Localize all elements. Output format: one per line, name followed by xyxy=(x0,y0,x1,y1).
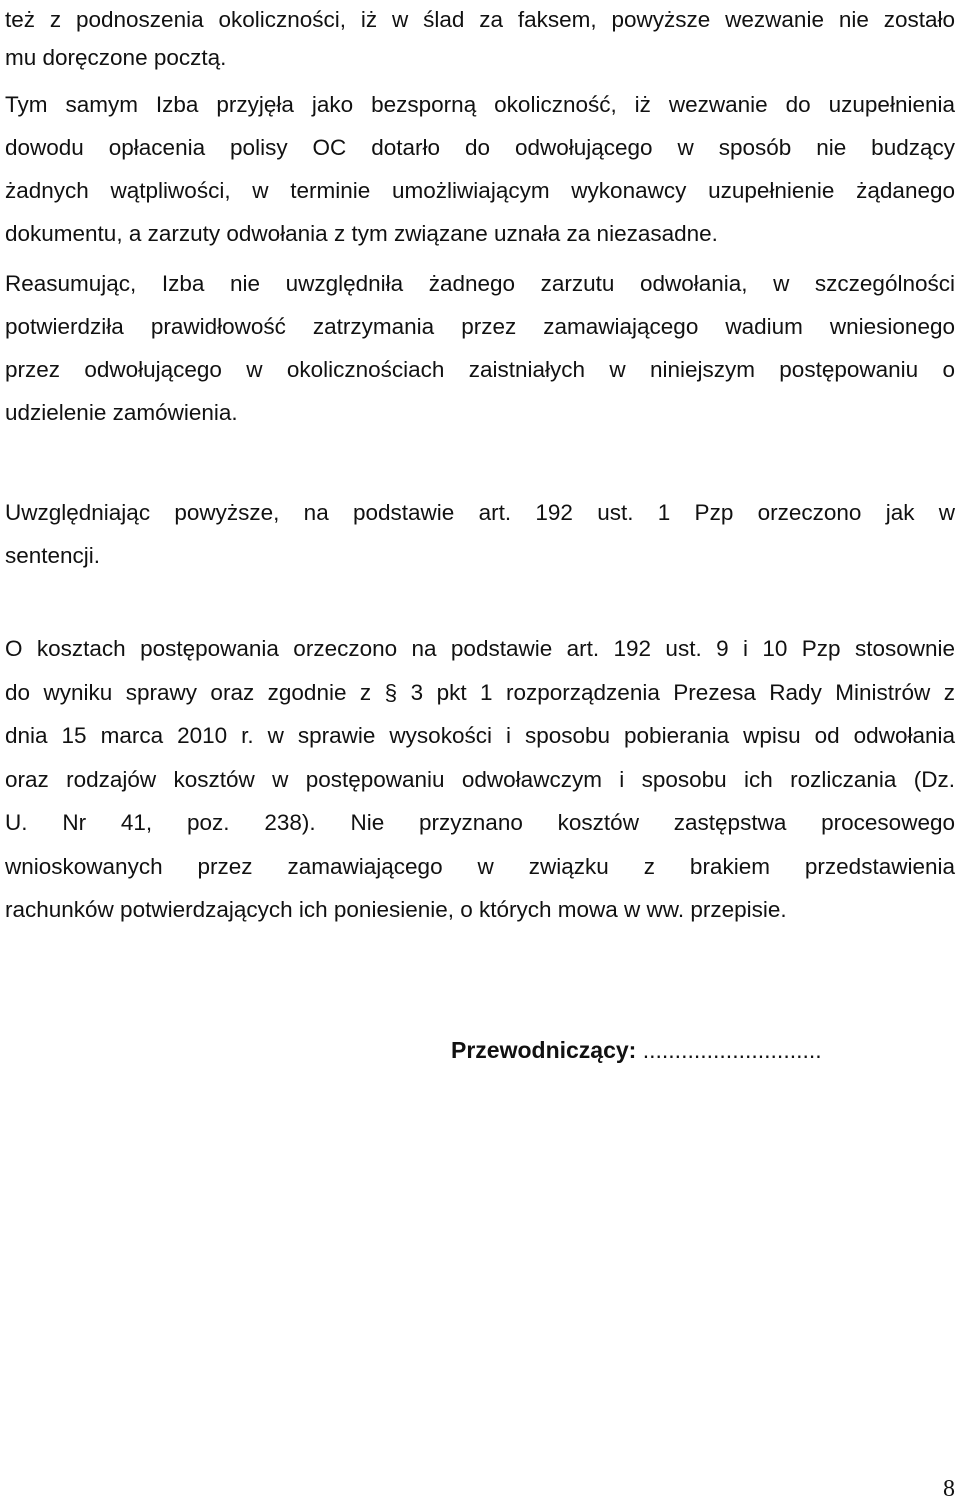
text-line: żadnych wątpliwości, w terminie umożliwiającym wykonawcy uzupełnienie żądanego xyxy=(5,178,955,203)
text-line: O kosztach postępowania orzeczono na podstawie art. 192 ust. 9 i 10 Pzp stosownie xyxy=(5,636,955,661)
text-line: dokumentu, a zarzuty odwołania z tym związane uznała za niezasadne. xyxy=(5,221,718,246)
text-line: potwierdziła prawidłowość zatrzymania przez zamawiającego wadium wniesionego xyxy=(5,314,955,339)
text-line: mu doręczone pocztą. xyxy=(5,45,227,70)
page-number: 8 xyxy=(943,1476,955,1502)
text-line: dowodu opłacenia polisy OC dotarło do odwołującego w sposób nie budzący xyxy=(5,135,955,160)
text-line: rachunków potwierdzających ich poniesienie, o których mowa w ww. przepisie. xyxy=(5,897,787,922)
signature-label: Przewodniczący: xyxy=(451,1037,637,1063)
signature-line xyxy=(451,1028,822,1072)
text-line: Reasumując, Izba nie uwzględniła żadnego zarzutu odwołania, w szczególności xyxy=(5,271,955,296)
signature-dots: ............................ xyxy=(636,1037,822,1063)
text-line: udzielenie zamówienia. xyxy=(5,400,238,425)
text-line: Tym samym Izba przyjęła jako bezsporną okoliczność, iż wezwanie do uzupełnienia xyxy=(5,92,955,117)
text-line: do wyniku sprawy oraz zgodnie z § 3 pkt 1 rozporządzenia Prezesa Rady Ministrów z xyxy=(5,680,955,705)
text-line: oraz rodzajów kosztów w postępowaniu odwoławczym i sposobu ich rozliczania (Dz. xyxy=(5,767,955,792)
text-line: wnioskowanych przez zamawiającego w związku z brakiem przedstawienia xyxy=(5,854,955,879)
text-line: sentencji. xyxy=(5,543,101,568)
text-line: przez odwołującego w okolicznościach zaistniałych w niniejszym postępowaniu o xyxy=(5,357,955,382)
text-line: U. Nr 41, poz. 238). Nie przyznano kosztów zastępstwa procesowego xyxy=(5,810,955,835)
text-line: dnia 15 marca 2010 r. w sprawie wysokości i sposobu pobierania wpisu od odwołania xyxy=(5,723,955,748)
text-line: Uwzględniając powyższe, na podstawie art. 192 ust. 1 Pzp orzeczono jak w xyxy=(5,500,955,525)
text-line: też z podnoszenia okoliczności, iż w ślad za faksem, powyższe wezwanie nie zostało xyxy=(5,7,955,32)
